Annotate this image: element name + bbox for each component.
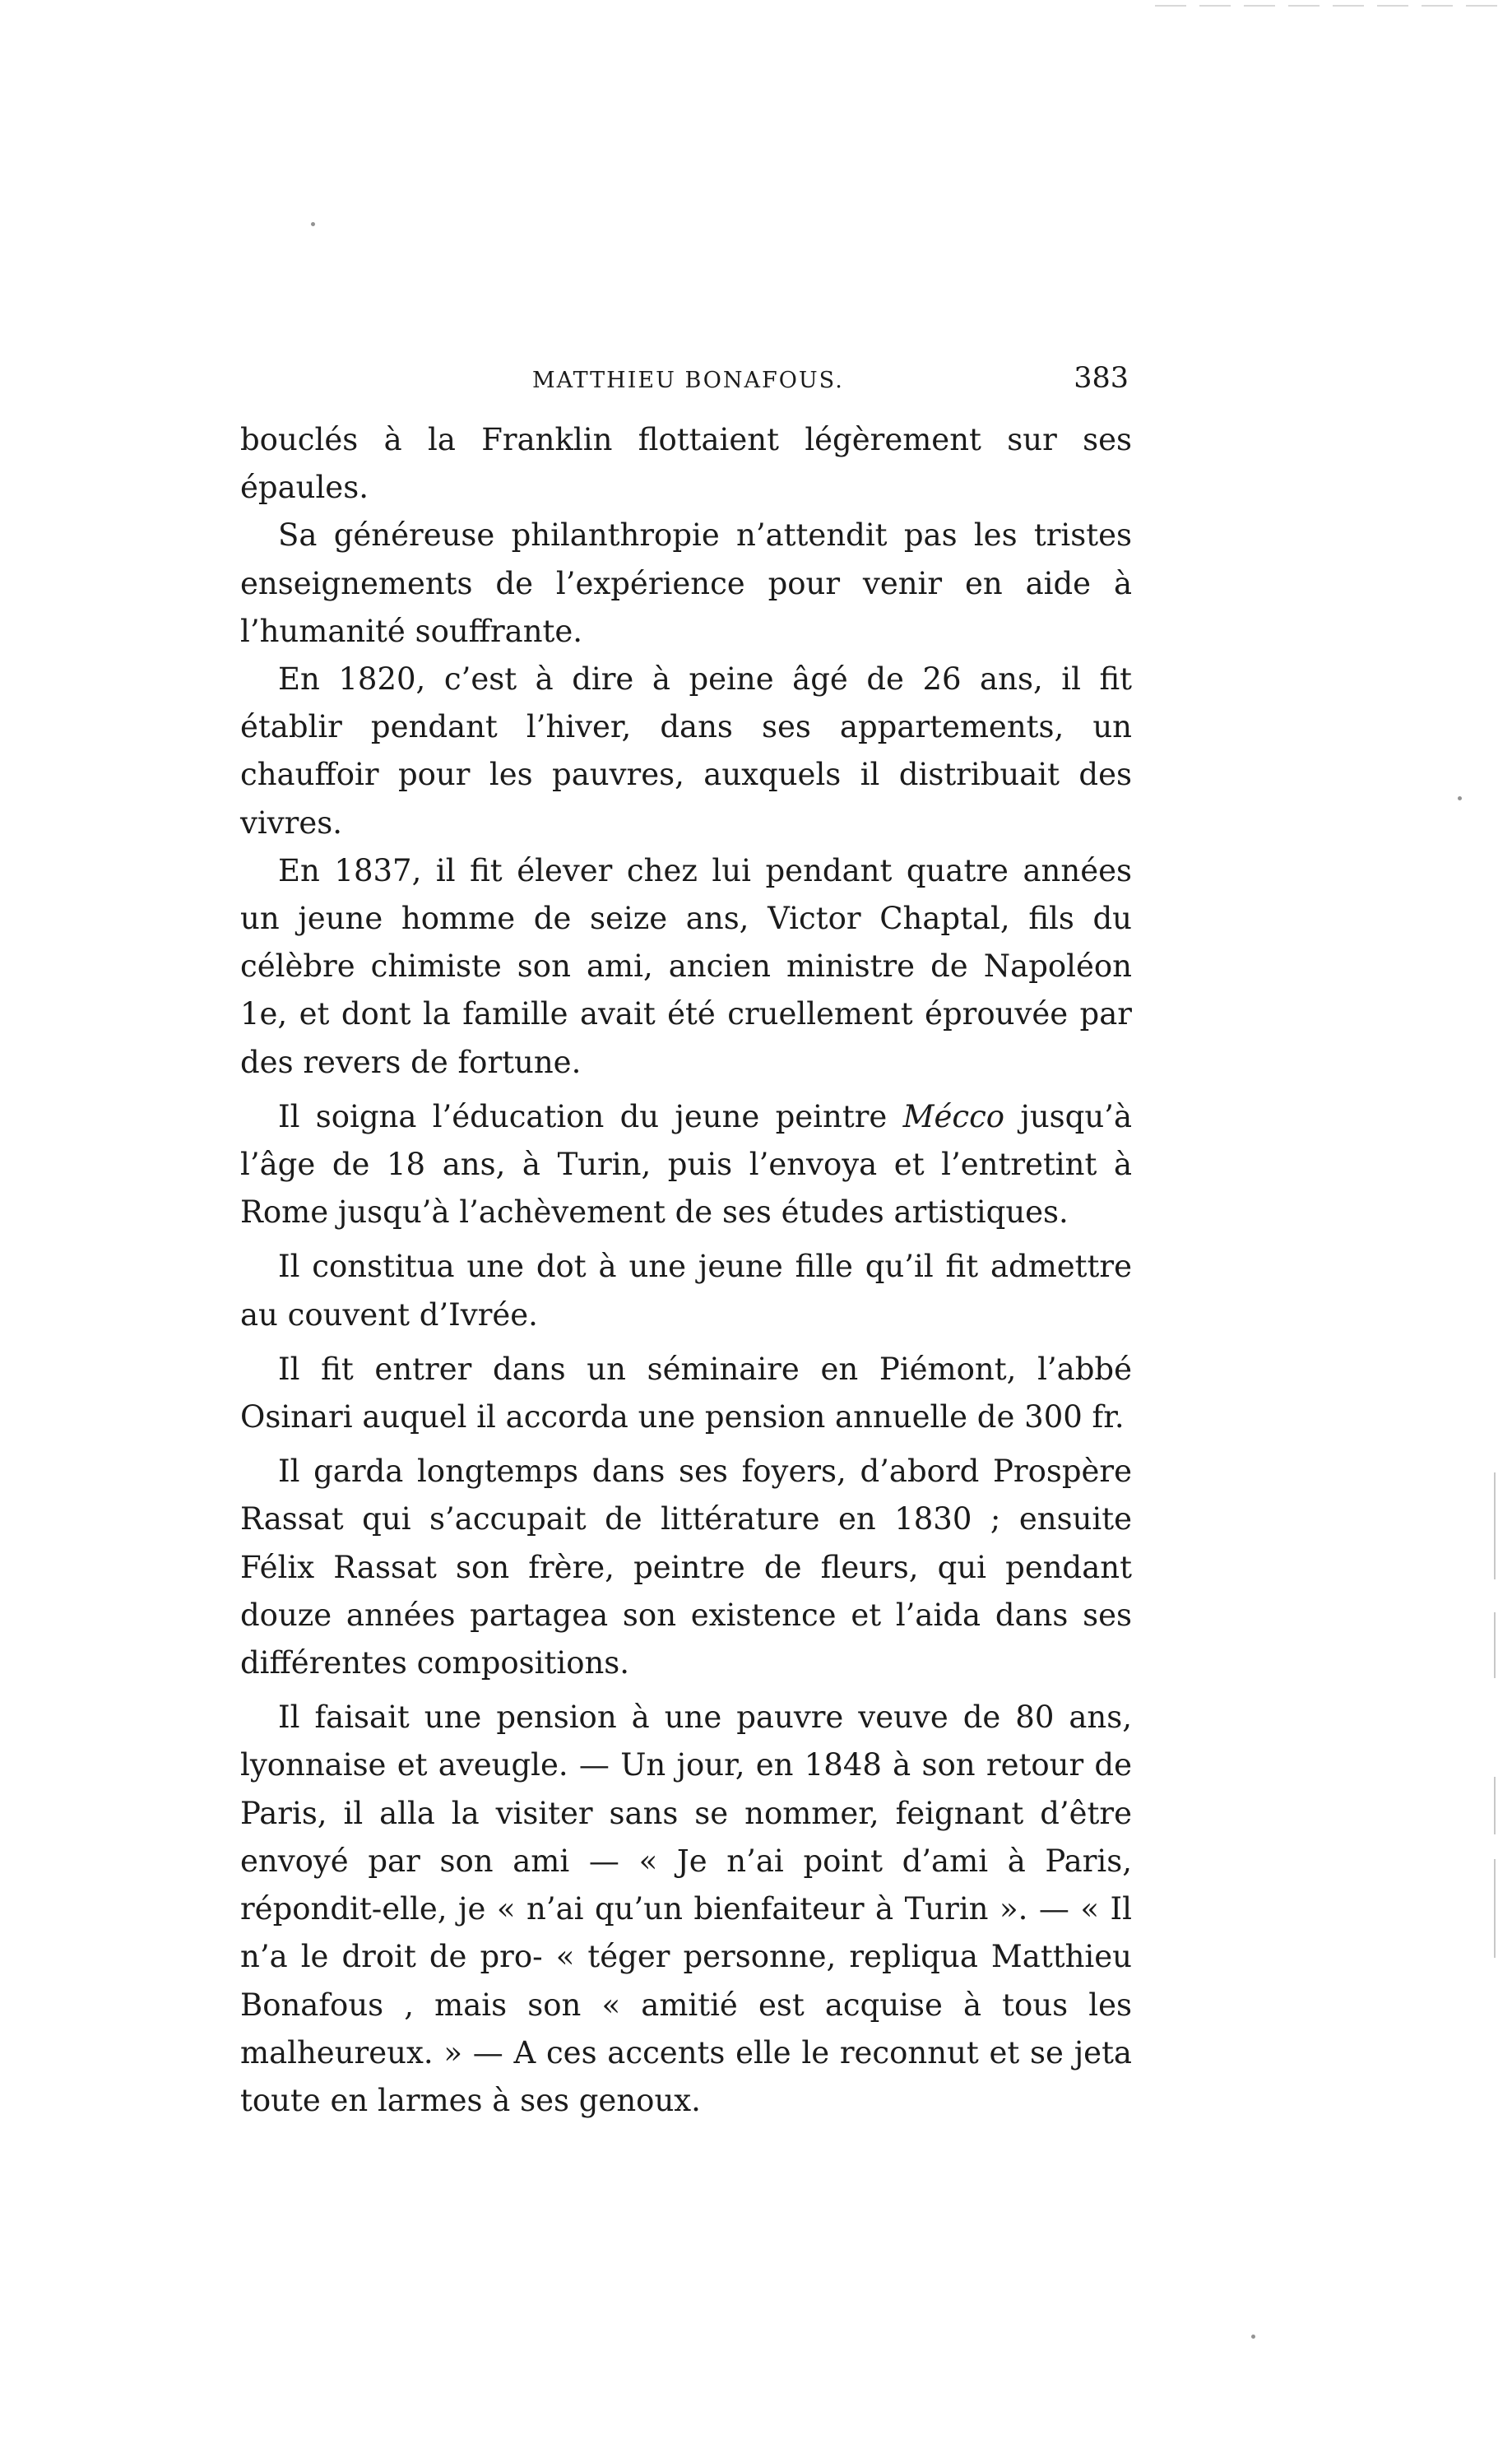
paragraph: En 1837, il fit élever chez lui pendant quatre années un jeune homme de seize ans, Victor Chaptal, fils du célèbre chimiste son ami, ancien ministre de Napoléon 1e, et dont la famille avait été cruellement éprouvée par des revers de fortune. xyxy=(240,852,1132,1080)
paragraph: Sa généreuse philanthropie n’attendit pas les tristes enseignements de l’expérience pour venir en aide à l’humanité souffrante. xyxy=(240,517,1132,649)
scan-margin-rule xyxy=(1494,1472,1496,1579)
paragraph xyxy=(240,1093,1132,1237)
paragraph: Il garda longtemps dans ses foyers, d’abord Prospère Rassat qui s’accupait de littérature en 1830 ; ensuite Félix Rassat son frère, peintre de fleurs, qui pendant douze années partagea son existence et l’aida dans ses différentes compositions. xyxy=(240,1454,1132,1681)
scan-speck xyxy=(311,222,315,226)
scan-speck xyxy=(1251,2335,1255,2339)
scan-margin-rule xyxy=(1494,1777,1496,1834)
book-page xyxy=(240,362,1132,2125)
paragraph: Il faisait une pension à une pauvre veuve de 80 ans, lyonnaise et aveugle. — Un jour, en 1848 à son retour de Paris, il alla la visiter sans se nommer, feignant d’être envoyé par son ami — « Je n’ai point d’ami à Paris, répondit-elle, je « n’ai qu’un bienfaiteur à Turin ». — « Il n’a le droit de pro- « téger personne, repliqua Matthieu Bonafous , mais son « amitié est acquise à tous les malheureux. » — A ces accents elle le reconnut et se jeta toute en larmes à ses genoux. xyxy=(240,1699,1132,2118)
running-head xyxy=(240,362,1132,411)
scan-speck xyxy=(1458,796,1462,800)
paragraph-text: jusqu’à l’âge de 18 ans, à Turin, puis l’envoya et l’entretint à Rome jusqu’à l’achèvement de ses études artistiques. xyxy=(240,1098,1133,1231)
scan-margin-rule xyxy=(1494,1859,1496,1958)
paragraph: Il fit entrer dans un séminaire en Piémont, l’abbé Osinari auquel il accorda une pension annuelle de 300 fr. xyxy=(240,1351,1132,1435)
page-number: 383 xyxy=(1074,362,1129,395)
body-text xyxy=(240,416,1132,2125)
artist-name: Mécco xyxy=(902,1098,1005,1134)
paragraph: Il constitua une dot à une jeune fille qu’il fit admettre au couvent d’Ivrée. xyxy=(240,1249,1132,1333)
scan-margin-rule xyxy=(1494,1612,1496,1678)
paragraph: En 1820, c’est à dire à peine âgé de 26 ans, il fit établir pendant l’hiver, dans ses appartements, un chauffoir pour les pauvres, auxquels il distribuait des vivres. xyxy=(240,661,1132,841)
running-title: MATTHIEU BONAFOUS. xyxy=(532,368,844,393)
paragraph-text: Il soigna l’éducation du jeune peintre xyxy=(278,1098,903,1134)
scan-top-rule xyxy=(1155,5,1500,7)
paragraph: bouclés à la Franklin flottaient légèrement sur ses épaules. xyxy=(240,422,1132,506)
